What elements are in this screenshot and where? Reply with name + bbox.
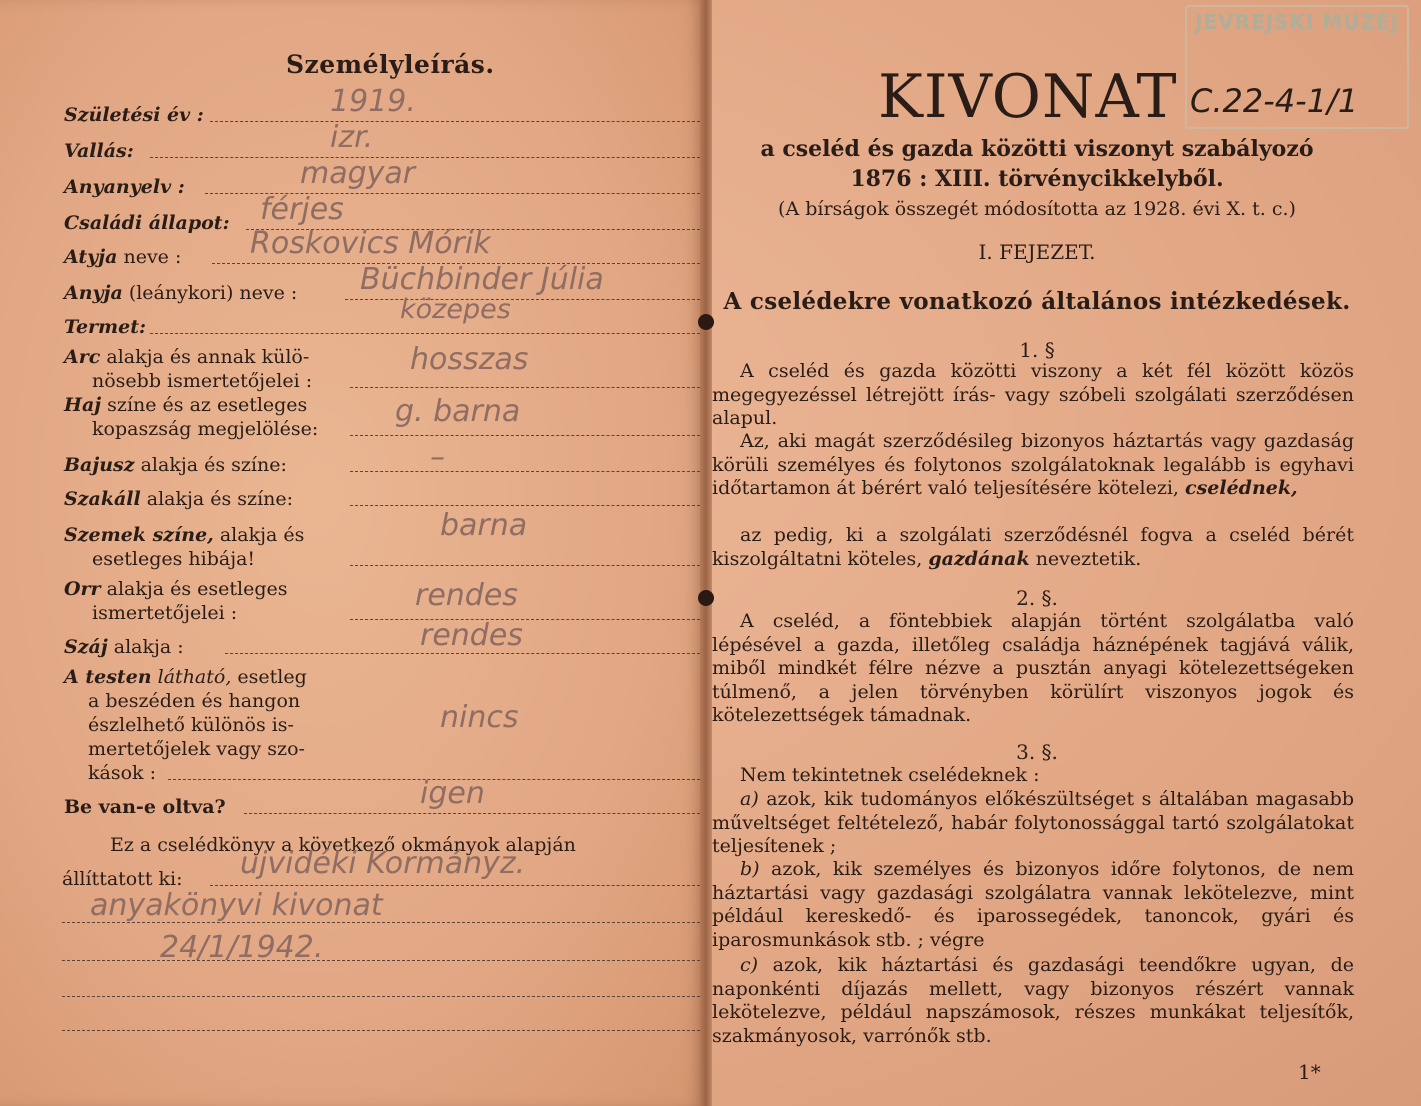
handwritten-mouth: rendes [420, 618, 523, 653]
dotted-line [244, 813, 700, 814]
marks-row-5: kások : [88, 762, 156, 784]
dotted-line [210, 885, 700, 886]
subtitle: a cseléd és gazda közötti viszonyt szabályozó [760, 136, 1314, 162]
handwritten-mustache: – [430, 440, 445, 475]
chapter-heading: I. FEJEZET. [978, 240, 1096, 264]
handwritten-face: hosszas [410, 342, 529, 377]
paragraph: b) azok, kik személyes és bizonyos időre folytonos, de nem háztartási vagy gazdasági szolgálatra vannak lekötelezve, mint például kereskedő- és iparossegédek, tanoncok, gyári és iparosmunkások stb. ; végre [712, 858, 1354, 951]
issued-line-2: állíttatott ki: [62, 868, 183, 890]
section-heading: 3. §. [1016, 740, 1058, 764]
museum-stamp-text: JEVREJSKI MUZEJ [1195, 10, 1400, 34]
book-spine [700, 0, 712, 1106]
dotted-line [345, 299, 700, 300]
issued-line-1: Ez a cselédkönyv a következő okmányok alapján [110, 834, 576, 856]
handwritten-issued-date: 24/1/1942. [160, 930, 324, 965]
father-row: Atyja neve : [64, 246, 182, 268]
chapter-title: A cselédekre vonatkozó általános intézkedések. [723, 288, 1351, 315]
handwritten-mother: Büchbinder Júlia [360, 262, 604, 297]
handwritten-hair: g. barna [395, 394, 521, 429]
mustache-row: Bajusz alakja és színe: [64, 454, 287, 476]
dotted-line [150, 333, 700, 334]
family-status-row: Családi állapot: [64, 212, 230, 234]
beard-row: Szakáll alakja és színe: [64, 488, 294, 510]
paragraph: c) azok, kik háztartási és gazdasági teendőkre ugyan, de naponkénti díjazás mellett, vagy bizonyos részért vannak lekötelezve, például napszámosok, részes munkákat teljesítők, szakmányosok, varrónők stb. [712, 954, 1354, 1047]
handwritten-eyes: barna [440, 508, 528, 543]
paragraph: Az, aki magát szerződésileg bizonyos háztartás vagy gazdaság körüli személyes és folytonos szolgálatoknak legalább is egyhavi időtartamon át bérért való teljesítésére kötelezi, cselédnek, [712, 430, 1354, 499]
face-row: Arc alakja és annak külö- [64, 346, 310, 368]
page-number: 1* [1298, 1060, 1321, 1084]
handwritten-issued-1: ujvidéki Kormányz. [240, 846, 526, 881]
dotted-line [210, 121, 700, 122]
subtitle-note: (A bírságok összegét módosította az 1928. évi X. t. c.) [778, 198, 1296, 220]
mother-tongue-row: Anyanyelv : [64, 176, 185, 198]
handwritten-birth-year: 1919. [330, 84, 416, 119]
vaccinated-row: Be van-e oltva? [64, 796, 226, 818]
birth-year-row: Születési év : [64, 104, 204, 126]
face-row-2: nösebb ismertetőjelei : [92, 370, 313, 392]
paragraph: A cseléd, a föntebbiek alapján történt szolgálatba való lépésével a gazda, illetőleg családja háznépének tagjává válik, miből mindkét félre nézve a pusztán anyagi kötelezettségeken túlmenő, a jelen törvényben körülírt viszonyos jogok és kötelezettségek támadnak. [712, 610, 1354, 726]
mouth-row: Száj alakja : [64, 636, 184, 658]
marks-row-2: a beszéden és hangon [88, 690, 301, 712]
section-heading: 1. § [1019, 338, 1055, 362]
handwritten-family-status: férjes [260, 192, 344, 227]
handwritten-religion: izr. [330, 120, 374, 155]
hair-row-2: kopaszság megjelölése: [92, 418, 319, 440]
dotted-line [62, 1030, 700, 1031]
handwritten-vaccinated: igen [420, 776, 485, 811]
handwritten-nose: rendes [415, 578, 518, 613]
left-page [0, 0, 706, 1106]
page-title: Személyleírás. [286, 50, 495, 79]
paragraph: a) azok, kik tudományos előkészültséget s általában magasabb műveltséget feltételező, habár folytonossággal tartó szolgálatokat teljesítenek ; [712, 788, 1354, 857]
height-row: Termet: [64, 316, 147, 338]
marks-row-3: észlelhető különös is- [88, 714, 294, 736]
marks-row: A testen látható, esetleg [64, 666, 307, 688]
paragraph: Nem tekintetnek cselédeknek : [740, 764, 1040, 786]
handwritten-marks: nincs [440, 700, 519, 735]
page-title: KIVONAT [878, 62, 1178, 132]
handwritten-issued-2: anyakönyvi kivonat [90, 888, 383, 923]
section-heading: 2. §. [1016, 586, 1058, 610]
dotted-line [350, 565, 700, 566]
dotted-line [350, 435, 700, 436]
paragraph: A cseléd és gazda közötti viszony a két fél között közös megegyezéssel létrejött írás- vagy szóbeli szolgálati szerződésen alapul. [712, 360, 1354, 429]
mother-row: Anyja (leánykori) neve : [64, 282, 298, 304]
eyes-row-2: esetleges hibája! [92, 548, 256, 570]
handwritten-reference: C.22-4-1/1 [1190, 82, 1359, 120]
subtitle: 1876 : XIII. törvénycikkelyből. [850, 166, 1224, 192]
dotted-line [62, 960, 700, 961]
nose-row: Orr alakja és esetleges [64, 578, 288, 600]
binding-hole [698, 314, 714, 330]
handwritten-mother-tongue: magyar [300, 156, 416, 191]
dotted-line [350, 471, 700, 472]
dotted-line [350, 505, 700, 506]
dotted-line [62, 996, 700, 997]
dotted-line [350, 619, 700, 620]
marks-row-4: mertetőjelek vagy szo- [88, 738, 305, 760]
handwritten-height: közepes [400, 294, 511, 325]
eyes-row: Szemek színe, alakja és [64, 524, 305, 546]
paragraph: az pedig, ki a szolgálati szerződésnél fogva a cseléd bérét kiszolgáltatni köteles, gazdának neveztetik. [712, 524, 1354, 570]
dotted-line [150, 157, 700, 158]
nose-row-2: ismertetőjelei : [92, 602, 238, 624]
religion-row: Vallás: [64, 140, 134, 162]
hair-row: Haj színe és az esetleges [64, 394, 308, 416]
dotted-line [225, 653, 700, 654]
handwritten-father: Roskovics Mórik [250, 226, 491, 261]
dotted-line [350, 387, 700, 388]
